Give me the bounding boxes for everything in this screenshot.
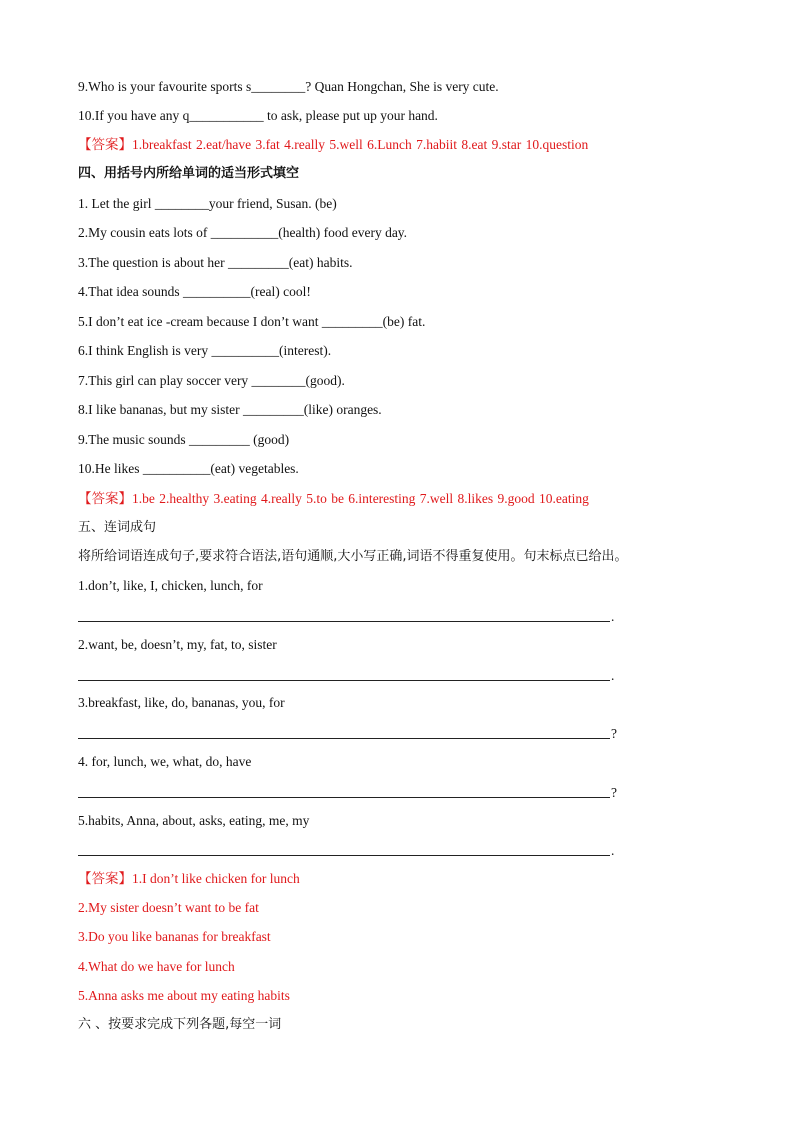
section4-item-7: 7.This girl can play soccer very ________(good).	[78, 373, 345, 388]
section4-item-4: 4.That idea sounds __________(real) cool!	[78, 284, 311, 299]
answer-line-3[interactable]	[78, 738, 610, 739]
section4-item-1: 1. Let the girl ________your friend, Susan. (be)	[78, 196, 337, 211]
section5-item-2-words: 2.want, be, doesn’t, my, fat, to, sister	[78, 637, 277, 652]
section6-heading: 六 、按要求完成下列各题,每空一词	[78, 1017, 282, 1032]
answer-key-section5-1: 【答案】1.I don’t like chicken for lunch	[78, 871, 300, 886]
section4-item-5: 5.I don’t eat ice -cream because I don’t want _________(be) fat.	[78, 314, 426, 329]
answer-line-5[interactable]	[78, 855, 610, 856]
section4-item-10: 10.He likes __________(eat) vegetables.	[78, 461, 299, 476]
answer-line-1[interactable]	[78, 621, 610, 622]
section5-item-3-words: 3.breakfast, like, do, bananas, you, for	[78, 695, 285, 710]
answer-line-5-end: .	[611, 843, 615, 858]
section5-heading: 五、连词成句	[78, 520, 157, 535]
section4-item-2: 2.My cousin eats lots of __________(health) food every day.	[78, 225, 408, 240]
question-10: 10.If you have any q___________ to ask, please put up your hand.	[78, 108, 438, 123]
answer-line-2[interactable]	[78, 680, 610, 681]
answer-key-section3: 【答案】1.breakfast 2.eat/have 3.fat 4.really 5.well 6.Lunch 7.habiit 8.eat 9.star 10.question	[78, 137, 589, 152]
section4-item-3: 3.The question is about her _________(eat) habits.	[78, 255, 353, 270]
answer-key-section5-3: 3.Do you like bananas for breakfast	[78, 929, 271, 944]
section5-item-5-words: 5.habits, Anna, about, asks, eating, me, my	[78, 813, 310, 828]
section5-item-1-words: 1.don’t, like, I, chicken, lunch, for	[78, 578, 263, 593]
section5-item-4-words: 4. for, lunch, we, what, do, have	[78, 754, 252, 769]
section4-heading: 四、用括号内所给单词的适当形式填空	[78, 166, 300, 181]
answer-key-section5-5: 5.Anna asks me about my eating habits	[78, 988, 290, 1003]
question-9: 9.Who is your favourite sports s________? Quan Hongchan, She is very cute.	[78, 79, 499, 94]
section5-instruction: 将所给词语连成句子,要求符合语法,语句通顺,大小写正确,词语不得重复使用。句末标点已给出。	[78, 549, 628, 564]
answer-key-section4: 【答案】1.be 2.healthy 3.eating 4.really 5.to be 6.interesting 7.well 8.likes 9.good 10.eating	[78, 491, 589, 506]
answer-line-2-end: .	[611, 668, 615, 683]
answer-key-section5-2: 2.My sister doesn’t want to be fat	[78, 900, 259, 915]
answer-line-4-end: ?	[611, 785, 617, 800]
answer-line-4[interactable]	[78, 797, 610, 798]
answer-line-1-end: .	[611, 609, 615, 624]
section4-item-8: 8.I like bananas, but my sister _________(like) oranges.	[78, 402, 382, 417]
section4-item-6: 6.I think English is very __________(interest).	[78, 343, 332, 358]
answer-line-3-end: ?	[611, 726, 617, 741]
answer-key-section5-4: 4.What do we have for lunch	[78, 959, 235, 974]
section4-item-9: 9.The music sounds _________ (good)	[78, 432, 290, 447]
